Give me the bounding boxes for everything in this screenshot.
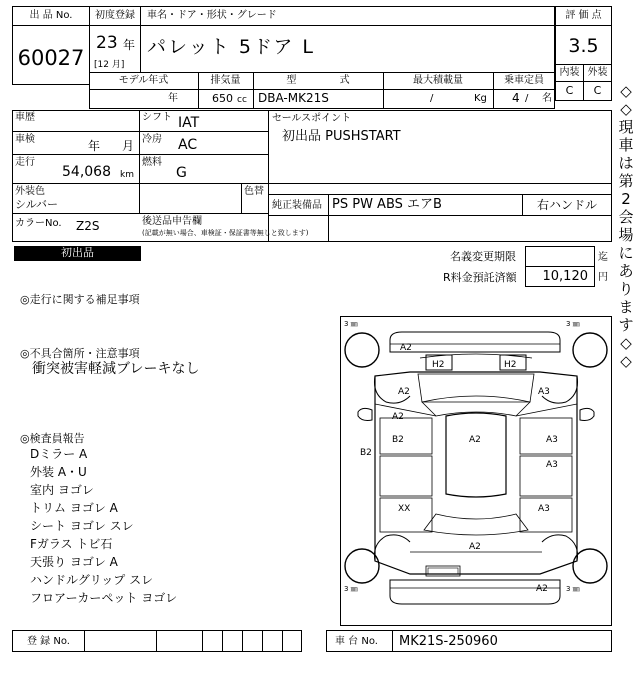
first-reg-label-cell [89,6,141,26]
lot-number: 60027 [17,46,85,70]
max-load-slash: / [430,93,434,104]
exterior-grade-cell [583,81,612,101]
inspector-line: ハンドルグリップ スレ [30,573,154,587]
inspector-line: 天張り ヨゴレ A [30,555,118,569]
options-value: PS PW ABS エアB [332,197,442,212]
name-change-field [525,246,595,267]
defects-text: 衝突被害軽減ブレーキなし [32,361,200,377]
chassis-row [326,630,612,652]
first-reg-label: 初度登録 [95,10,135,21]
options-label: 純正装備品 [272,200,322,211]
mark-rear-bumper: A2 [536,584,548,594]
color-no-label: カラーNo. [15,218,62,229]
score: 3.5 [568,35,599,57]
interior-label-cell [555,64,584,82]
reg-month: [12 月] [94,60,125,70]
car-name: パレット 5ドア L [147,36,315,58]
displacement-label: 排気量 [210,75,241,86]
color-label: 外装色 [15,186,45,197]
capacity-unit: 名 [542,93,552,104]
inspector-line: Fガラス トビ石 [30,537,113,551]
diagram-frame [341,317,612,626]
inspection-year-unit: 年 [88,139,101,153]
model-year-label: モデル年式 [118,75,169,86]
capacity-value: 4 [512,91,520,105]
sales-point: 初出品 PUSHSTART [282,129,401,144]
chassis-label: 車 台 No. [335,636,378,647]
score-label: 評 価 点 [565,10,602,21]
recycle-amount: 10,120 [542,269,588,284]
score-cell [555,25,612,65]
roof [446,413,506,497]
shift-value: IAT [178,115,200,131]
mark-bonnet: A2 [392,412,404,422]
fuel-value: G [176,165,187,181]
inspection-label: 車検 [15,134,35,145]
rear-window [424,514,528,535]
tire-label-rear-left: 3 ㎜ [344,585,358,593]
mirror-right [580,408,594,420]
first-reg-value-cell [89,25,141,73]
capacity-label: 乗車定員 [504,75,544,86]
recycle-label: R料金預託済額 [443,271,517,284]
mark-door-rear-right: A3 [546,460,558,470]
interior-label: 内装 [559,67,580,78]
mark-tailgate: A2 [469,542,481,552]
reg-year-unit: 年 [123,38,136,52]
inspector-line: フロアーカーペット ヨゴレ [30,591,178,605]
mark-door-front-right: A3 [546,435,558,445]
inspector-line: 室内 ヨゴレ [30,483,94,497]
displacement-unit: cc [237,95,247,105]
mark-headlight-left: H2 [432,360,445,370]
wheel-front-left [345,333,379,367]
wheel-rear-right [573,549,607,583]
mark-rear-right: A3 [538,504,550,514]
mark-pillar-left: B2 [392,435,404,445]
mark-front-fender-right: A3 [538,387,550,397]
model-label-cell [140,6,555,26]
steering: 右ハンドル [536,198,597,212]
front-bumper [390,332,560,352]
rear-bumper [390,580,560,604]
first-listing-badge: 初出品 [14,246,141,261]
displacement: 650 [212,92,233,105]
recycle-unit: 円 [598,272,608,283]
driving-heading: ◎走行に関する補足事項 [20,293,140,306]
history-label: 車歴 [15,112,35,123]
exterior-label-cell [583,64,612,82]
mark-headlight-right: H2 [504,360,517,370]
inspector-line: 外装 A・U [30,465,87,479]
type-value: DBA-MK21S [258,91,329,105]
max-load-unit: Kg [474,93,487,104]
shift-label: シフト [142,112,172,123]
max-load-label: 最大積載量 [413,75,463,86]
mark-roof: A2 [469,435,481,445]
lot-number-cell [12,25,90,85]
inspection-month-unit: 月 [122,139,135,153]
capacity-slash: / [525,93,529,104]
color-no-value: Z2S [76,219,100,233]
repaint-label: 色替 [244,186,264,197]
mark-front-fender-left: A2 [398,387,410,397]
inspector-line: シート ヨゴレ スレ [30,519,134,533]
wheel-rear-left [345,549,379,583]
ac-label: 冷房 [142,134,162,145]
wheel-front-right [573,333,607,367]
mileage-value: 54,068 [62,164,111,180]
defects-heading: ◎不具合箇所・注意事項 [20,347,140,360]
reg-no-row [12,630,302,652]
color-value: シルバー [15,198,58,211]
aftermarket-note: (記載が無い場合、車検証・保証書等無しと致します) [142,229,309,237]
fuel-label: 燃料 [142,157,162,168]
inspector-line: トリム ヨゴレ A [30,501,118,515]
inspector-line: Dミラー A [30,447,88,461]
mileage-label: 走行 [15,157,35,168]
model-label: 車名・ドア・形状・グレード [147,10,277,21]
tire-label-rear-right: 3 ㎜ [566,585,580,593]
tire-label-front-left: 3 ㎜ [344,320,358,328]
exterior-label: 外装 [587,67,608,78]
mark-rear-left: XX [398,504,411,514]
recycle-field [525,266,595,287]
type-label: 型 式 [286,75,350,86]
lot-label: 出 品 No. [29,10,73,21]
car-name-cell [140,25,555,73]
damage-diagram [340,316,612,626]
venue-note: ◇◇現車は第2会場にあります◇◇ [618,82,634,370]
lot-label-cell [12,6,90,26]
name-change-label: 名義変更期限 [450,250,516,263]
mileage-unit: km [120,170,134,180]
sales-point-label: セールスポイント [272,113,352,124]
mark-side-left: B2 [360,448,372,458]
score-label-cell [555,6,612,26]
name-change-unit: 迄 [598,252,608,263]
exterior-grade: C [593,84,602,97]
interior-grade: C [565,84,574,97]
mark-front-bumper: A2 [400,343,412,353]
mirror-left [358,408,372,420]
aftermarket-label: 後送品申告欄 [142,216,202,227]
ac-value: AC [178,137,198,153]
reg-no-label: 登 録 No. [27,636,70,647]
inspector-heading: ◎検査員報告 [20,432,85,445]
interior-grade-cell [555,81,584,101]
reg-year: 23 [96,33,118,53]
chassis-number: MK21S-250960 [399,634,498,649]
model-year-unit: 年 [168,93,178,104]
tire-label-front-right: 3 ㎜ [566,320,580,328]
